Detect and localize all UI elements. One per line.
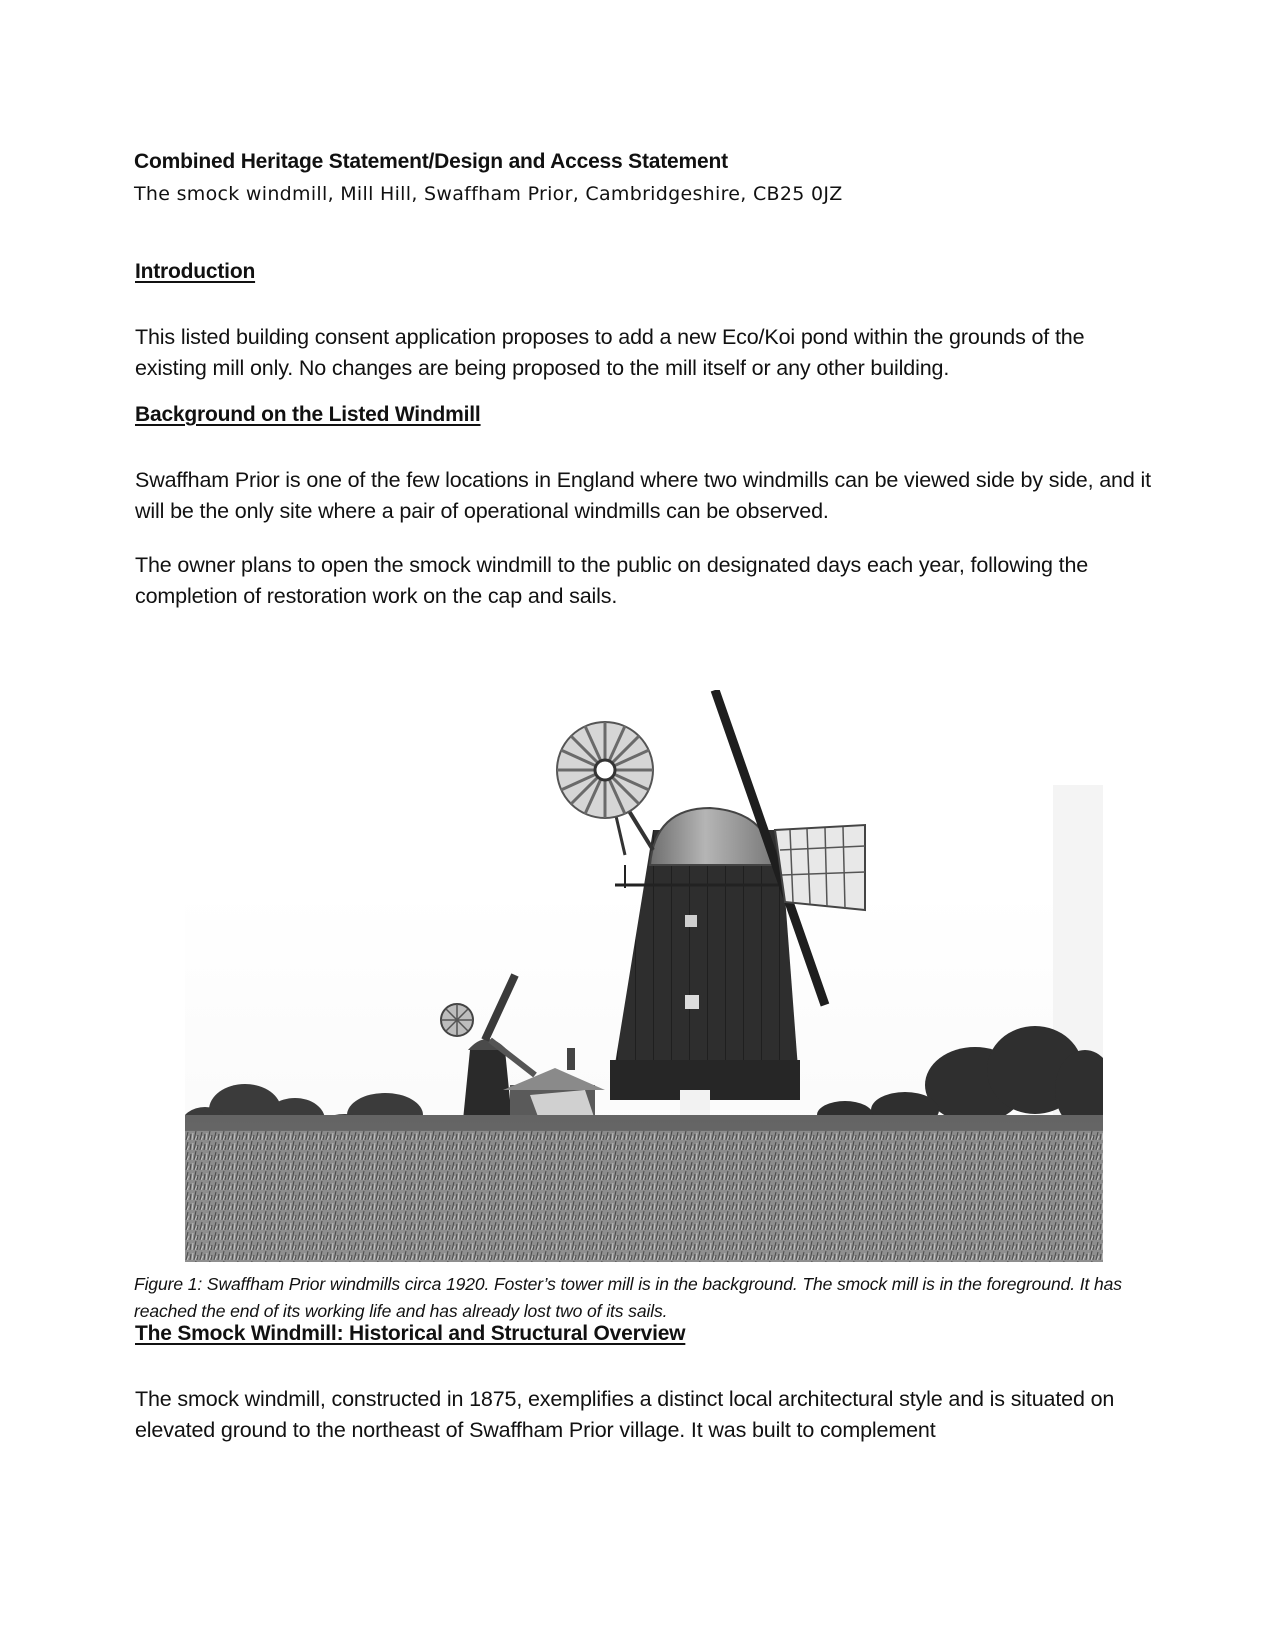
- windmill-photograph: [185, 690, 1103, 1262]
- document-title: Combined Heritage Statement/Design and Access Statement: [134, 150, 728, 173]
- heading-overview: The Smock Windmill: Historical and Structural Overview: [135, 1322, 686, 1345]
- document-subtitle: The smock windmill, Mill Hill, Swaffham Prior, Cambridgeshire, CB25 0JZ: [134, 183, 843, 205]
- figure-caption: Figure 1: Swaffham Prior windmills circa 1920. Foster’s tower mill is in the background. The smock mill is in the foreground. It has reached the end of its working life and has already lost two of its sails.: [134, 1274, 1122, 1321]
- paragraph-background-1: Swaffham Prior is one of the few locations in England where two windmills can be viewed side by side, and it will be the only site where a pair of operational windmills can be observed.: [135, 468, 1151, 523]
- heading-introduction: Introduction: [135, 260, 256, 283]
- paragraph-introduction: This listed building consent application proposes to add a new Eco/Koi pond within the grounds of the existing mill only. No changes are being proposed to the mill itself or any other building.: [135, 325, 1085, 380]
- paragraph-background-2: The owner plans to open the smock windmill to the public on designated days each year, following the completion of restoration work on the cap and sails.: [135, 553, 1089, 608]
- paragraph-overview: The smock windmill, constructed in 1875, exemplifies a distinct local architectural style and is situated on elevated ground to the northeast of Swaffham Prior village. It was built to complement: [135, 1387, 1115, 1442]
- heading-background: Background on the Listed Windmill: [135, 403, 481, 426]
